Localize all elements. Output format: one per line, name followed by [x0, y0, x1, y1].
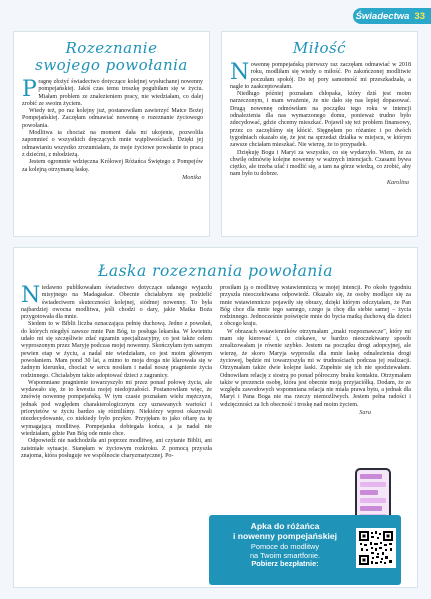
- screen-bar: [360, 474, 382, 479]
- text-column-left: [21, 282, 212, 460]
- promo-sub-line-3: Pobierz bezpłatnie:: [251, 559, 319, 569]
- paragraph: Modlitwa ta chociaż na moment dała mi ukojenie, pozwoliła zapomnieć o wszystkich dręczących mnie wątpliwościach. Dzięki jej odmawianiu wszystko zrozumiałam, że moje życiowe powołanie to praca z dziećmi, z młodzieżą.: [22, 130, 203, 158]
- signature: Sara: [359, 409, 371, 417]
- paragraph: Wtedy też, po raz kolejny już, postanowiłam zawierzyć Matce Bożej Pompejańskiej. Zaczęłam odmawiać nowennę o rozeznanie życiowego powołania.: [22, 108, 203, 129]
- title-line-2: swojego powołania: [35, 56, 188, 74]
- screen-bar: [360, 506, 382, 511]
- page-number: 33: [414, 10, 425, 22]
- promo-sub-line-2: na Twoim smartfonie.: [249, 550, 321, 560]
- dropcap: P: [22, 76, 37, 102]
- dropcap: N: [230, 59, 250, 85]
- paragraph-text: iedawno publikowałam świadectwo dotyczące udanego wyjazdu misyjnego na Madagaskar. Obecnie chciałabym się podzielić świadectwem skuteczności kolejnej, siódmej nowenny. To była najbardziej owocna modlitwa, jeśli chodzi o dary, jakie Matka Boża przygotowała dla mnie.: [21, 285, 212, 321]
- paragraph: [230, 59, 411, 91]
- testimony-text: [22, 76, 203, 181]
- testimony-card-rozeznanie: [13, 31, 210, 237]
- promo-title: [215, 521, 355, 541]
- promo-title-line-2: i nowenny pompejańskiej: [232, 531, 338, 541]
- paragraph: Wspomniane pragnienie towarzyszyło mi przez ponad połowę życia, ale wydawało się, że to kwestia mojej niedojrzałości. Postanowiłam więc, że zmówię nowennę pompejańską. W tym czasie poznałam wielu mężczyzn, jednak pod względem charakterologicznym czy uznawanych wartości i priorytetów w życiu bardzo się różniliśmy. Niektórzy wprost okazywali niezdecydowanie, co niekiedy było przykre. Przyjęłam to jako ofiarę za tę wymagającą modlitwę. Pompejanka dobiegała końca, a ja nadal nie wiedziałam, gdzie Pan Bóg ode mnie chce.: [21, 379, 212, 437]
- paragraph: prosiłam ją o modlitwę wstawienniczą w mojej intencji. Po około tygodniu przyszła nieoczekiwana odpowiedź. Okazało się, że osoby modlące się za mnie wstawienniczo pojawiły się obrazy, dzięki którym odczytałam, że Pan Bóg chce dla mnie tego samego, czego ja chcę dla siebie samej – życia rodzinnego. Jednocześnie poświęcie mnie do bycia matką duchową dla dzieci z obcego kraju.: [220, 285, 411, 328]
- paragraph-text: ragnę złożyć świadectwo dotyczące kolejnej wysłuchanej nowenny pompejańskiej. Jakiś czas temu troszkę pogubiłam się w życiu. Miałam problem ze znalezieniem pracy, nie wiedziałam, co dalej zrobić ze swoim życiem.: [22, 79, 203, 107]
- promo-sub-line-1: Pomoce do modlitwy: [250, 542, 320, 551]
- section-header: [353, 8, 431, 24]
- card-title: [14, 40, 209, 74]
- text-column-right: [220, 285, 411, 416]
- promo-title-line-1: Apka do różańca: [250, 521, 320, 531]
- screen-bar: [360, 490, 378, 495]
- paragraph: Siedem to w Biblii liczba oznaczająca pełnię duchową. Jedno z powołań, do których niegdyś zawsze mnie Pan Bóg, to posługa lekarska. W kwietniu udało mi się szczęśliwie zdać egzamin specjalizacyjny, co jest także celem wyproszonym przez Maryję podczas mojej nowenny. Skończyłam tym samym pewien etap w życiu, a nadal nie wiedziałam, co jest moim głównym powołaniem. Mam pond 30 lat, a mimo to moja droga nie klarowała się w żadnym kierunku, chociaż w sercu nosiłam i nadal noszę pragnienie życia rodzinnego. Chciałabym także adoptować dzieci z zagranicy.: [21, 321, 212, 379]
- card-title: Miłość: [292, 39, 347, 57]
- signature: Karolina: [386, 178, 409, 186]
- paragraph: Dziękuję Bogu i Maryi za wszystko, co się wydarzyło. Wiem, że za chwilę odmówię kolejne nowenny w ważnych intencjach. Czasami bywa ciężko, ale trzeba ufać i modlić się, a tam na górze wiedzą, co zrobić, aby nam było tu dobrze.: [230, 149, 411, 178]
- paragraph: Odpowiedź nie nadchodziła ani poprzez modlitwę, ani czytanie Biblii, ani zaistniałe sytuacje. Stanęłam w życiowym rozkroku. Z pomocą przyszła znajoma, która posługuje we wspólnocie charyzmatycznej. Po-: [21, 438, 212, 459]
- card-title: Łaska rozeznania powołania: [97, 262, 333, 280]
- dropcap: N: [21, 282, 41, 308]
- signature: Monika: [182, 173, 201, 181]
- screen-bar: [360, 498, 386, 503]
- paragraph: W obrazach wstawienników otrzymałam „znaki rozpoznawcze", który mi mam się kierować i, co ciekawe, w bardzo nieoczekiwany sposób zrealizowałam je równie szybko. Jestem na początku drogi adopcyjnej, ale wierzę, że skoro Maryja wyprosiła dla mnie łaskę odnalezienia drogi życiowej, będzie mi towarzyszyła mi w trudnościach podczas jej realizacji. Otrzymałam także dwie kolejne łaski. Zupełnie się ich nie spodziewałam. Odnowiłam relację z siostrą po ponad półroczny braku kontaktu. Otrzymałam także w prezencie osobę, która jest obecnie moją przyjaciółką. Dodam, że ze względu zawodowych wspomniana relacja nie miała prawa bytu, a jednak dla Maryi i Pana Boga nie ma rzeczy niemożliwych. Jestem pełna radości i wdzięczności za Ich obecność i troskę nad moim życiem.: [220, 328, 411, 408]
- testimony-text: [230, 59, 411, 186]
- promo-subtitle: [215, 543, 355, 569]
- section-title: Świadectwa: [355, 10, 410, 22]
- screen-bar: [360, 482, 386, 487]
- paragraph-text: owennę pompejańską pierwszy raz zaczęłam odmawiać w 2018 roku, modliłam się wtedy o miłość. Po zakończonej modlitwie poczułam spokój. Do tej pory samotność mi przeszkadzała, a nagle to zaakceptowałam.: [230, 62, 411, 90]
- paragraph: Niedługo później poznałam chłopaka, który dziś jest moim narzeczonym, i mam wrażenie, że nie dało się nas lepiej dopasować. Drugą nowennę odmówiłam na początku tego roku w intencji odnalezienia dla nas wymarzonego domu, ponieważ trudno było zdecydować, gdzie chcemy mieszkać. Pojawił się też problem finansowy, przez co zaczęliśmy się kłócić. Sięgnęłam po różaniec i po dwóch tygodniach okazało się, że jest na sprzedaż działka w miejscu, w którym zawsze chciałam mieszkać. Nie wierzę, że to przypadek.: [230, 91, 411, 149]
- paragraph: [21, 282, 212, 321]
- qr-code-graphic: [358, 530, 394, 566]
- qr-code-icon[interactable]: [356, 528, 396, 568]
- paragraph: Jestem ogromnie wdzięczna Królowej Różańca Świętego z Pompejów za kolejną otrzymaną łaskę.: [22, 159, 203, 173]
- title-line-1: Rozeznanie: [65, 39, 158, 57]
- testimony-card-milosc: [221, 31, 418, 237]
- app-promo-banner[interactable]: [209, 515, 401, 585]
- paragraph: [22, 76, 203, 108]
